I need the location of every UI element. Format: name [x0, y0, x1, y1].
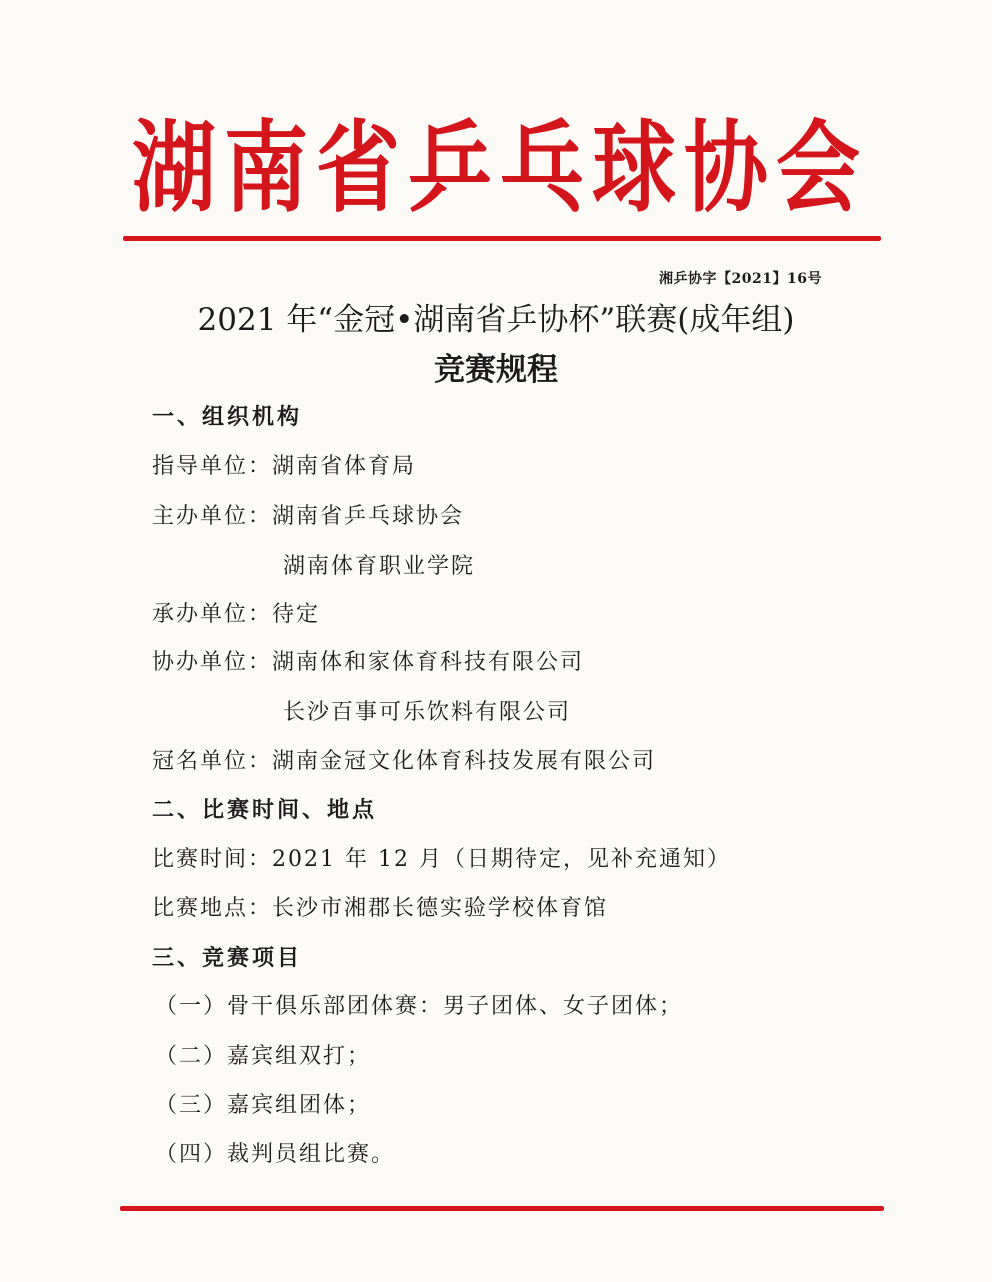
event-item: （二）嘉宾组双打；	[155, 1044, 372, 1069]
header-divider-red	[123, 236, 881, 241]
footer-divider-red	[120, 1206, 884, 1211]
event-item: （三）嘉宾组团体；	[155, 1093, 372, 1118]
competition-time: 比赛时间：2021 年 12 月（日期待定，见补充通知）	[152, 847, 731, 872]
section-heading-events: 三、竞赛项目	[152, 945, 303, 971]
organization-header: 湖南省乒乓球协会	[131, 110, 868, 226]
document-number: 湘乒协字【2021】16号	[659, 271, 822, 287]
organizer-unit: 承办单位：待定	[152, 602, 321, 627]
title-sponsor-unit: 冠名单位：湖南金冠文化体育科技发展有限公司	[152, 749, 657, 774]
document-subtitle: 竞赛规程	[434, 352, 558, 388]
guide-unit: 指导单位：湖南省体育局	[152, 454, 417, 479]
document-title: 2021 年“金冠•湖南省乒协杯”联赛(成年组)	[197, 302, 795, 338]
co-organizer-unit: 协办单位：湖南体和家体育科技有限公司	[152, 650, 585, 675]
section-heading-organization: 一、组织机构	[152, 404, 303, 430]
event-item: （四）裁判员组比赛。	[155, 1142, 396, 1167]
event-item: （一）骨干俱乐部团体赛：男子团体、女子团体；	[155, 994, 684, 1019]
host-unit: 主办单位：湖南省乒乓球协会	[152, 504, 465, 529]
competition-venue: 比赛地点：长沙市湘郡长德实验学校体育馆	[152, 896, 609, 921]
host-unit-second: 湖南体育职业学院	[283, 554, 476, 579]
co-organizer-unit-second: 长沙百事可乐饮料有限公司	[283, 700, 572, 725]
section-heading-time-venue: 二、比赛时间、地点	[152, 797, 378, 823]
